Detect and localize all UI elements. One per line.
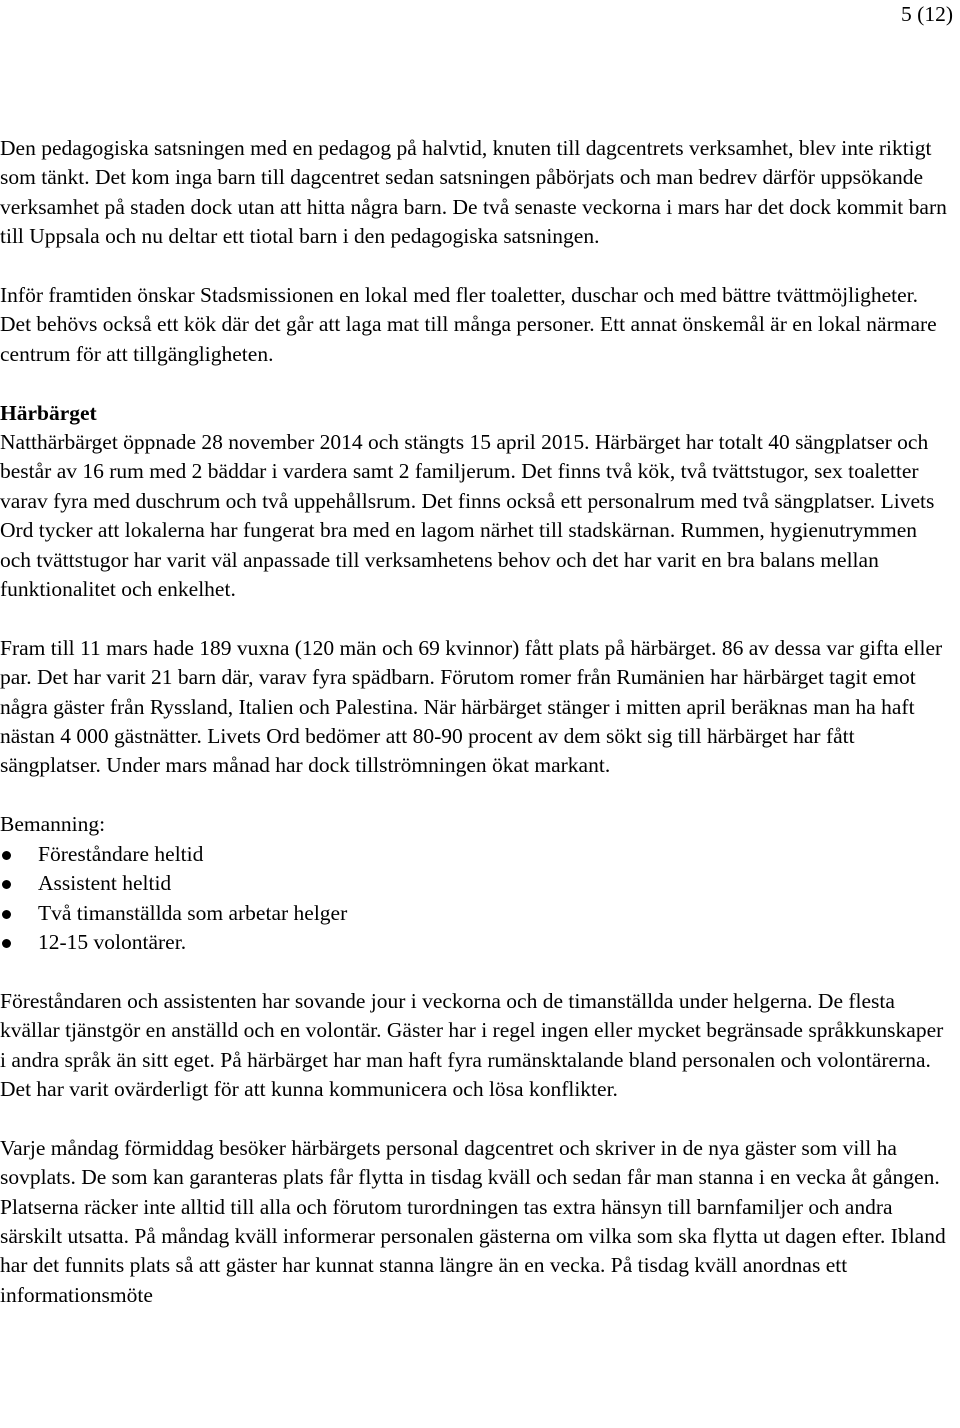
paragraph-shelter-facilities: Natthärbärget öppnade 28 november 2014 och stängts 15 april 2015. Härbärget har totalt 40 sängplatser och består av 16 rum med 2 bäddar i vardera samt 2 familjerum. Det finns två kök, två tvättstugor, sex toaletter varav fyra med duschrum och två uppehållsrum. Det finns också ett personalrum med två sängplatser. Livets Ord tycker att lokalerna har fungerat bra med en lagom närhet till stadskärnan. Rummen, hygienutrymmen och tvättstugor har varit väl anpassade till verksamhetens behov och det har varit en bra balans mellan funktionalitet och enkelhet. [0,430,935,602]
document-body [0,134,950,1310]
paragraph-future-wishes: Inför framtiden önskar Stadsmissionen en lokal med fler toaletter, duschar och med bättre tvättmöjligheter. Det behövs också ett kök där det går att laga mat till många personer. Ett annat önskemål är en lokal närmare centrum för att tillgängligheten. [0,283,937,366]
staffing-list [0,840,950,958]
section-heading-harbarget: Härbärget [0,400,97,425]
list-item [0,869,950,898]
bullet-icon [2,851,11,860]
paragraph-shelter-guests: Fram till 11 mars hade 189 vuxna (120 män och 69 kvinnor) fått plats på härbärget. 86 av dessa var gifta eller par. Det har varit 21 barn där, varav fyra spädbarn. Förutom romer från Rumänien har härbärget tagit emot några gäster från Ryssland, Italien och Palestina. När härbärget stänger i mitten april beräknas man ha haft nästan 4 000 gästnätter. Livets Ord bedömer att 80-90 procent av dem sökt sig till härbärget har fått sängplatser. Under mars månad har dock tillströmningen ökat markant. [0,635,943,778]
list-item-text: Assistent heltid [38,871,172,896]
list-item [0,899,950,928]
bullet-icon [2,910,11,919]
list-item-text: Föreståndare heltid [38,841,204,866]
page-number: 5 (12) [901,2,953,26]
list-item-text: 12-15 volontärer. [38,929,187,954]
bullet-icon [2,939,11,948]
list-item [0,840,950,869]
staffing-label: Bemanning: [0,812,106,837]
paragraph-staff-duties: Föreståndaren och assistenten har sovande jour i veckorna och de timanställda under helgerna. De flesta kvällar tjänstgör en anställd och en volontär. Gäster har i regel ingen eller mycket begränsade språkkunskaper i andra språk än sitt eget. På härbärget har man haft fyra rumänsktalande bland personalen och volontärerna. Det har varit ovärderligt för att kunna kommunicera och lösa konflikter. [0,988,944,1101]
bullet-icon [2,880,11,889]
list-item [0,928,950,957]
paragraph-admission-routine: Varje måndag förmiddag besöker härbärgets personal dagcentret och skriver in de nya gäster som vill ha sovplats. De som kan garanteras plats får flytta in tisdag kväll och sedan får man stanna i en vecka åt gången. Platserna räcker inte alltid till alla och förutom turordningen tas extra hänsyn till barnfamiljer och andra särskilt utsatta. På måndag kväll informerar personalen gästerna om vilka som ska flytta ut dagen efter. Ibland har det funnits plats så att gäster har kunnat stanna längre än en vecka. På tisdag kväll anordnas ett informationsmöte [0,1135,946,1307]
paragraph-pedagogical-initiative: Den pedagogiska satsningen med en pedagog på halvtid, knuten till dagcentrets verksamhet, blev inte riktigt som tänkt. Det kom inga barn till dagcentret sedan satsningen påbörjats och man bedrev därför uppsökande verksamhet på staden dock utan att hitta några barn. De två senaste veckorna i mars har det dock kommit barn till Uppsala och nu deltar ett tiotal barn i den pedagogiska satsningen. [0,136,947,249]
list-item-text: Två timanställda som arbetar helger [38,900,348,925]
